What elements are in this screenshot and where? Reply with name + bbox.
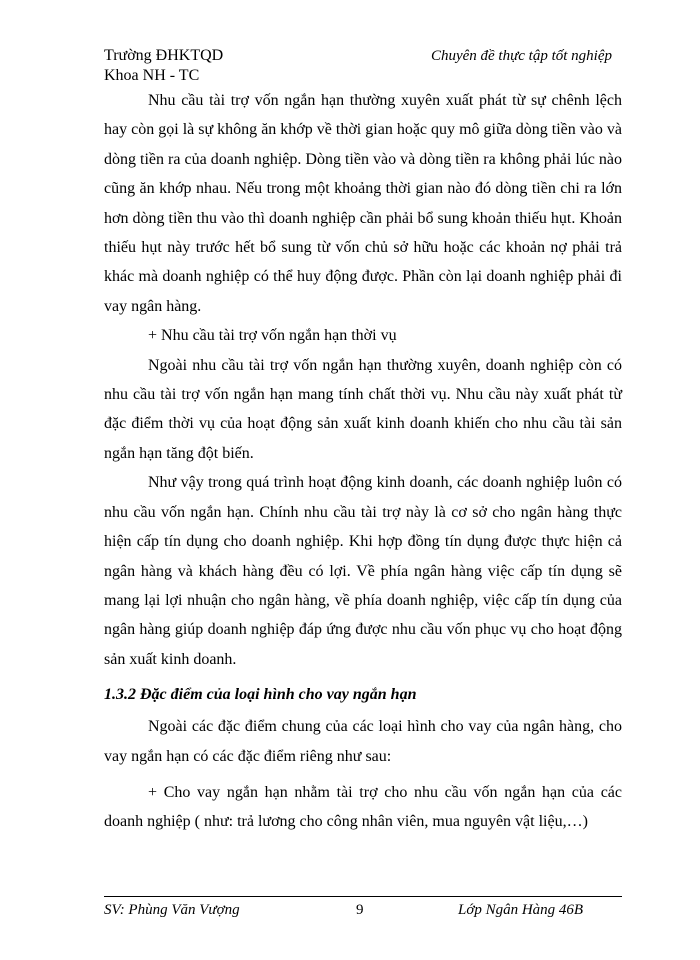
faculty-name: Khoa NH - TC [104,67,200,84]
paragraph: Như vậy trong quá trình hoạt động kinh doanh, các doanh nghiệp luôn có nhu cầu vốn ngắn hạn. Chính nhu cầu tài trợ này là cơ sở cho ngân hàng thực hiện cấp tín dụng cho doanh nghiệp. Khi hợp đồng tín dụng được thực hiện cả ngân hàng và khách hàng đều có lợi. Về phía ngân hàng việc cấp tín dụng sẽ mang lại lợi nhuận cho ngân hàng, về phía doanh nghiệp, việc cấp tín dụng của ngân hàng giúp doanh nghiệp đáp ứng được nhu cầu vốn phục vụ cho hoạt động sản xuất kinh doanh. [104,474,622,668]
paragraph: Nhu cầu tài trợ vốn ngắn hạn thường xuyên xuất phát từ sự chênh lệch hay còn gọi là sự không ăn khớp về thời gian hoặc quy mô giữa dòng tiền vào và dòng tiền ra của doanh nghiệp. Dòng tiền vào và dòng tiền ra không phải lúc nào cũng ăn khớp nhau. Nếu trong một khoảng thời gian nào đó dòng tiền chi ra lớn hơn dòng tiền thu vào thì doanh nghiệp cần phải bổ sung khoản thiếu hụt. Khoản thiếu hụt này trước hết bổ sung từ vốn chủ sở hữu hoặc các khoản nợ phải trả khác mà doanh nghiệp có thể huy động được. Phần còn lại doanh nghiệp phải đi vay ngân hàng. [104,92,622,315]
header-left [104,46,223,86]
footer-divider [104,896,622,897]
footer-class: Lớp Ngân Hàng 46B [458,902,584,918]
page-body [104,86,622,837]
paragraph: Ngoài các đặc điểm chung của các loại hình cho vay của ngân hàng, cho vay ngắn hạn có các đặc điểm riêng như sau: [104,718,622,765]
school-name: Trường ĐHKTQD [104,47,224,64]
paragraph: Ngoài nhu cầu tài trợ vốn ngắn hạn thường xuyên, doanh nghiệp còn có nhu cầu tài trợ vốn ngắn hạn mang tính chất thời vụ. Nhu cầu này xuất phát từ đặc điểm thời vụ của hoạt động sản xuất kinh doanh khiến cho nhu cầu tài sản ngắn hạn tăng đột biến. [104,356,622,462]
paragraph: + Nhu cầu tài trợ vốn ngắn hạn thời vụ [148,327,397,345]
page-number: 9 [356,902,364,918]
footer-student: SV: Phùng Văn Vượng [104,902,240,918]
section-heading: 1.3.2 Đặc điểm của loại hình cho vay ngắn hạn [104,686,417,704]
paragraph: + Cho vay ngắn hạn nhằm tài trợ cho nhu cầu vốn ngắn hạn của các doanh nghiệp ( như: trả lương cho công nhân viên, mua nguyên vật liệu,…) [104,783,622,831]
document-title: Chuyên đề thực tập tốt nghiệp [430,48,612,64]
